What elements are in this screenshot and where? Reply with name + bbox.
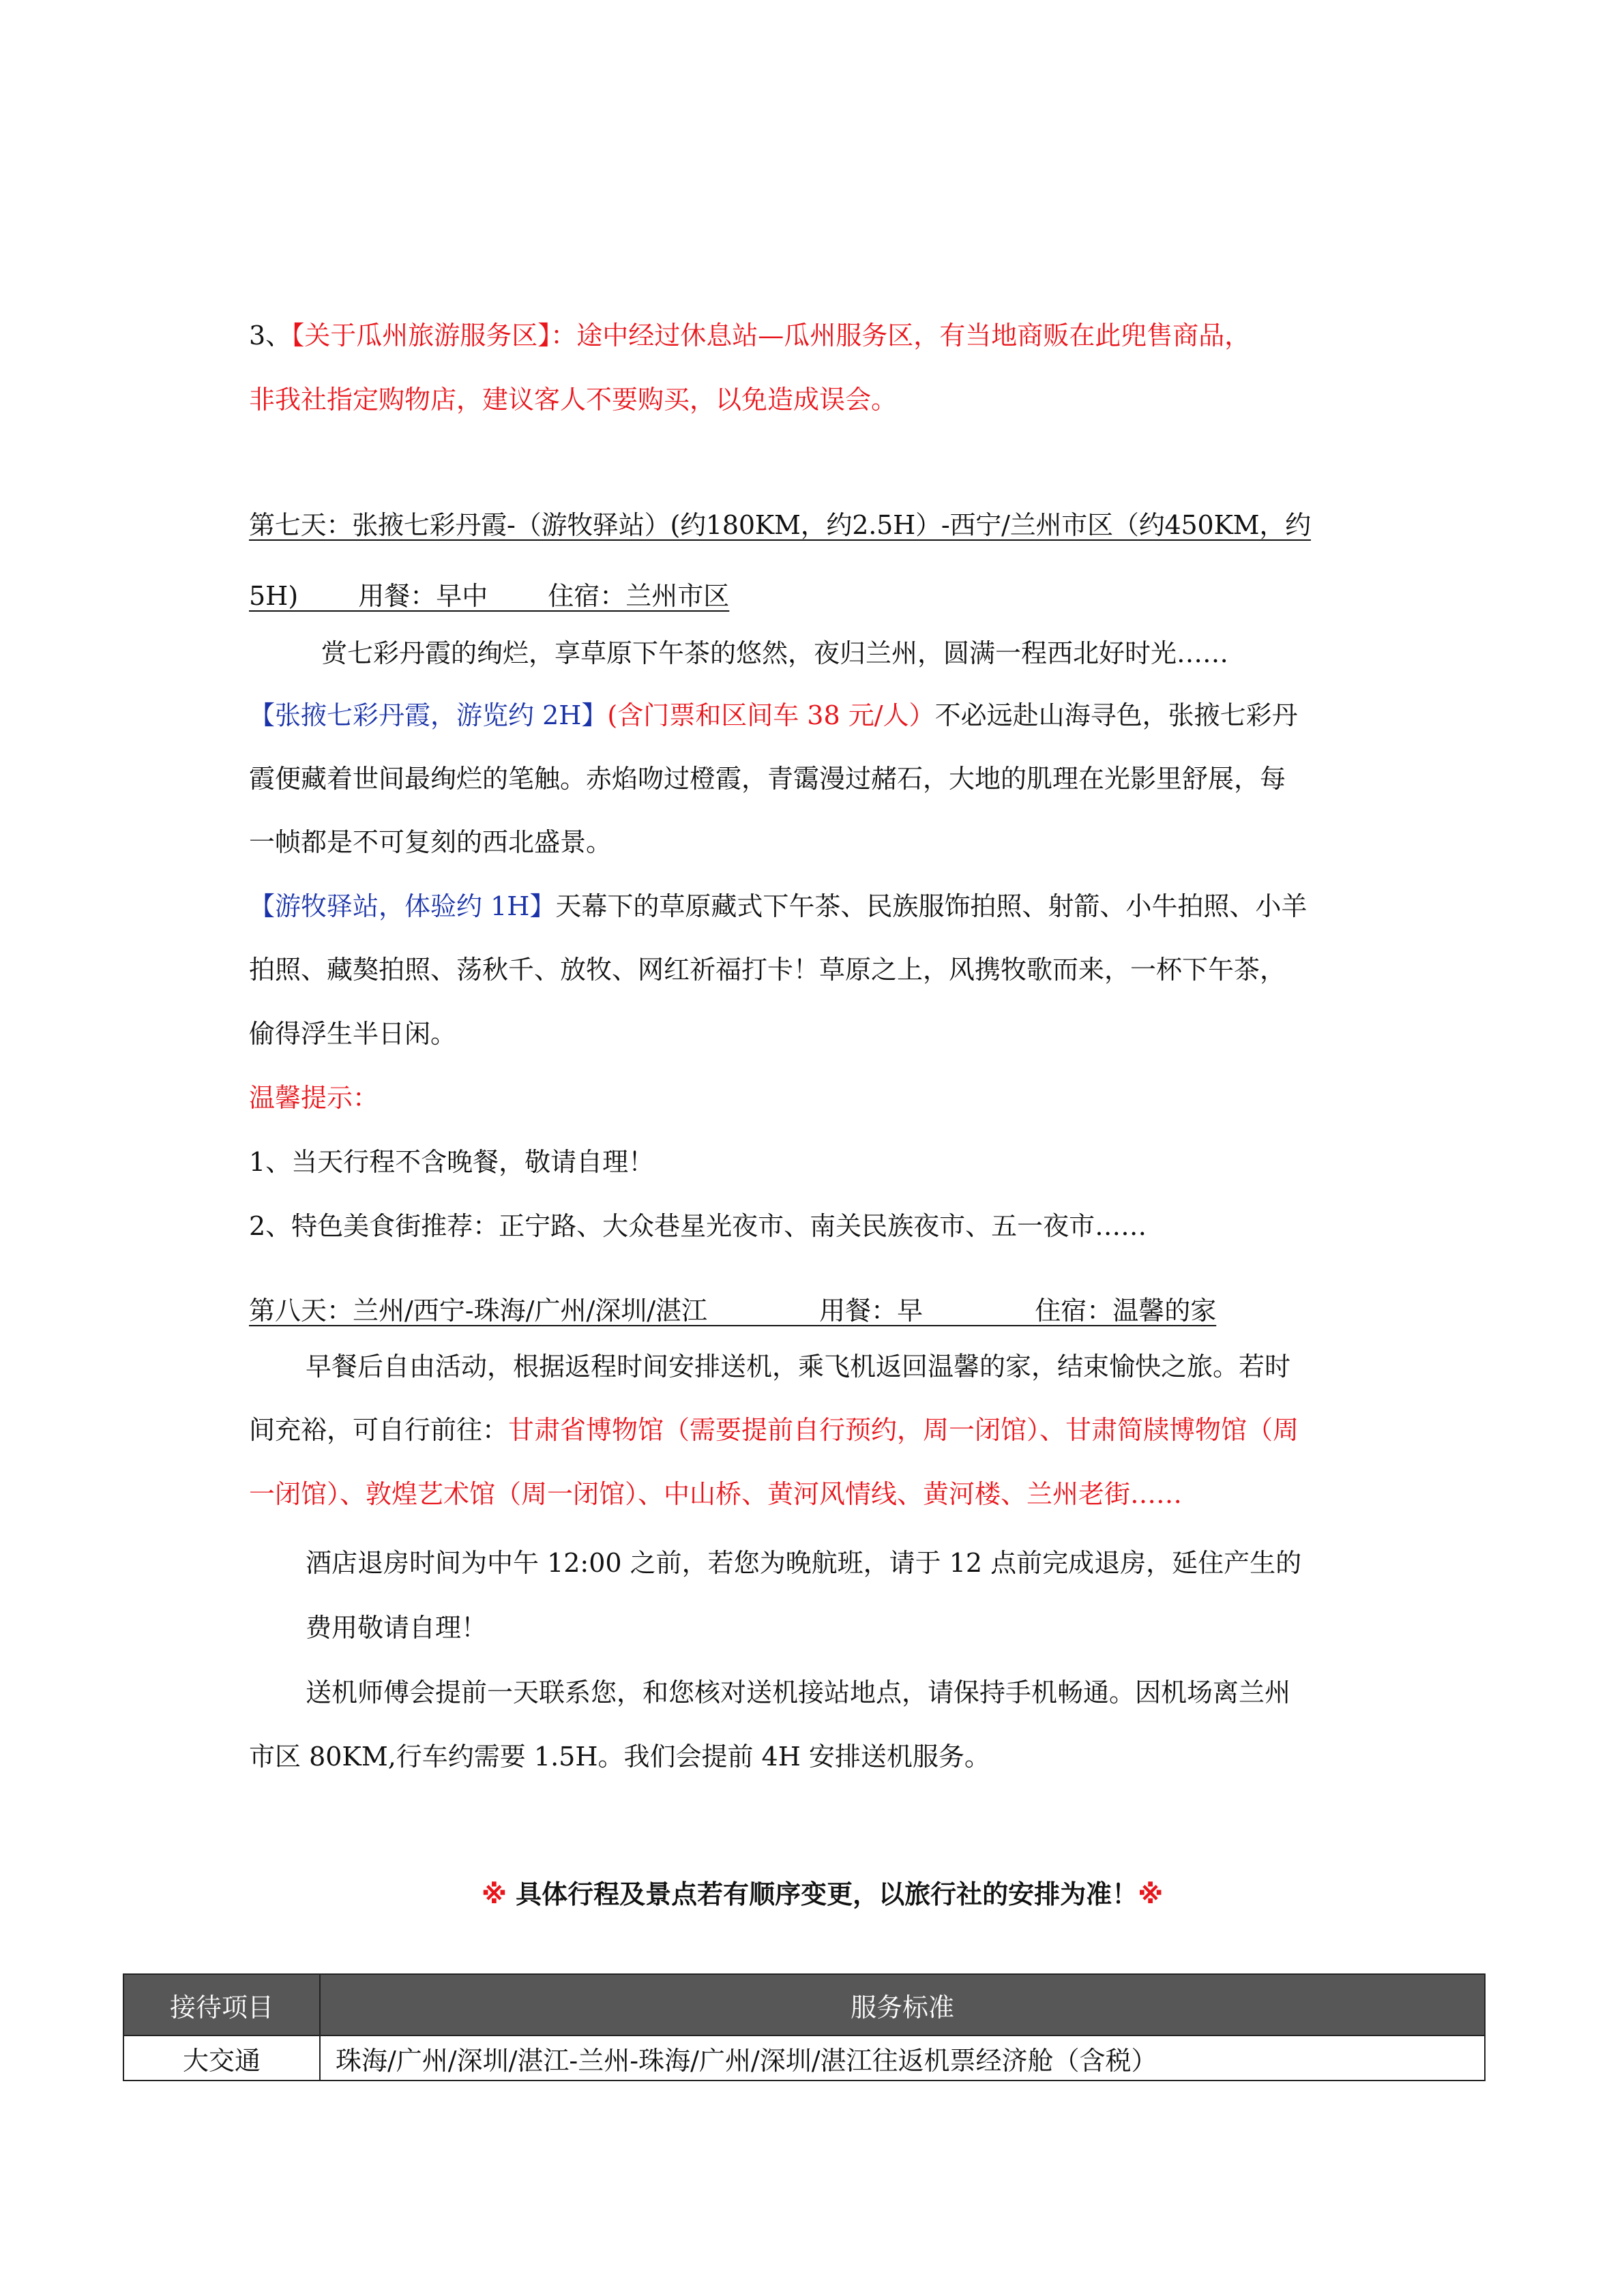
- day7-spot2-line1: [249, 890, 1307, 923]
- table-header-standard: 服务标准: [320, 1974, 1485, 2036]
- notice-mark-left: ※: [482, 1879, 507, 1909]
- notice-text: 具体行程及景点若有顺序变更，以旅行社的安排为准！: [506, 1879, 1138, 1909]
- day7-spot2-line3: 偷得浮生半日闲。: [249, 1019, 457, 1049]
- tips-title: 温馨提示：: [249, 1083, 379, 1113]
- tip-2: 2、特色美食街推荐：正宁路、大众巷星光夜市、南关民族夜市、五一夜市……: [249, 1211, 1147, 1241]
- day8-header: 第八天：兰州/西宁-珠海/广州/深圳/湛江 用餐：早 住宿：温馨的家: [249, 1296, 1217, 1326]
- day8-p1-line1: 早餐后自由活动，根据返程时间安排送机，乘飞机返回温馨的家，结束愉快之旅。若时: [306, 1352, 1291, 1382]
- spot1-title: 【张掖七彩丹霞，游览约 2H】: [249, 700, 608, 730]
- table-cell-item: 大交通: [123, 2036, 320, 2081]
- note3-title: 【关于瓜州旅游服务区】: [291, 320, 551, 351]
- day7-spot1-line3: 一帧都是不可复刻的西北盛景。: [249, 827, 612, 857]
- day8-p1-line3: 一闭馆）、敦煌艺术馆（周一闭馆）、中山桥、黄河风情线、黄河楼、兰州老街……: [249, 1479, 1183, 1509]
- spot1-text: 不必远赴山海寻色，张掖七彩丹: [934, 700, 1298, 730]
- day8-p1-lead: 间充裕，可自行前往：: [249, 1415, 509, 1445]
- note3-text: ：途中经过休息站—瓜州服务区，有当地商贩在此兜售商品，: [550, 320, 1251, 351]
- table-header-item: 接待项目: [123, 1974, 320, 2036]
- day7-header-line1: 第七天：张掖七彩丹霞-（游牧驿站）(约180KM，约2.5H）-西宁/兰州市区（约450KM，约: [249, 510, 1311, 540]
- day7-spot2-line2: 拍照、藏獒拍照、荡秋千、放牧、网红祈福打卡！草原之上，风携牧歌而来，一杯下午茶，: [249, 955, 1286, 985]
- service-table: [123, 1973, 1486, 2081]
- day7-spot1-line2: 霞便藏着世间最绚烂的笔触。赤焰吻过橙霞，青霭漫过赭石，大地的肌理在光影里舒展，每: [249, 764, 1286, 794]
- day8-p3-line1: 送机师傅会提前一天联系您，和您核对送机接站地点，请保持手机畅通。因机场离兰州: [306, 1678, 1291, 1708]
- day7-intro: 赏七彩丹霞的绚烂，享草原下午茶的悠然，夜归兰州，圆满一程西北好时光……: [321, 638, 1229, 668]
- note3-number: 3、: [249, 320, 292, 351]
- spot2-title: 【游牧驿站，体验约 1H】: [249, 891, 556, 921]
- notice-mark-right: ※: [1138, 1879, 1164, 1909]
- day7-spot1-line1: [249, 699, 1298, 732]
- spot2-text: 天幕下的草原藏式下午茶、民族服饰拍照、射箭、小牛拍照、小羊: [555, 891, 1308, 921]
- day7-header-line2: 5H) 用餐：早中 住宿：兰州市区: [249, 581, 730, 611]
- notice-line: [482, 1878, 1163, 1911]
- day8-p1-line2: [249, 1414, 1299, 1446]
- day8-p3-line2: 市区 80KM,行车约需要 1.5H。我们会提前 4H 安排送机服务。: [249, 1742, 990, 1772]
- note3-line1: [249, 319, 1250, 352]
- day8-p2-line1: 酒店退房时间为中午 12:00 之前，若您为晚航班，请于 12 点前完成退房，延住产生的: [306, 1548, 1302, 1578]
- day8-p1-museums: 甘肃省博物馆（需要提前自行预约，周一闭馆）、甘肃简牍博物馆（周: [508, 1415, 1299, 1445]
- tip-1: 1、当天行程不含晚餐，敬请自理！: [249, 1147, 655, 1177]
- spot1-price: (含门票和区间车 38 元/人）: [607, 700, 935, 730]
- table-cell-standard: 珠海/广州/深圳/湛江-兰州-珠海/广州/深圳/湛江往返机票经济舱（含税）: [320, 2036, 1485, 2081]
- day8-p2-line2: 费用敬请自理！: [306, 1613, 488, 1643]
- table-header-row: [123, 1974, 1485, 2036]
- note3-line2: 非我社指定购物店，建议客人不要购买，以免造成误会。: [249, 385, 898, 415]
- table-row: [123, 2036, 1485, 2081]
